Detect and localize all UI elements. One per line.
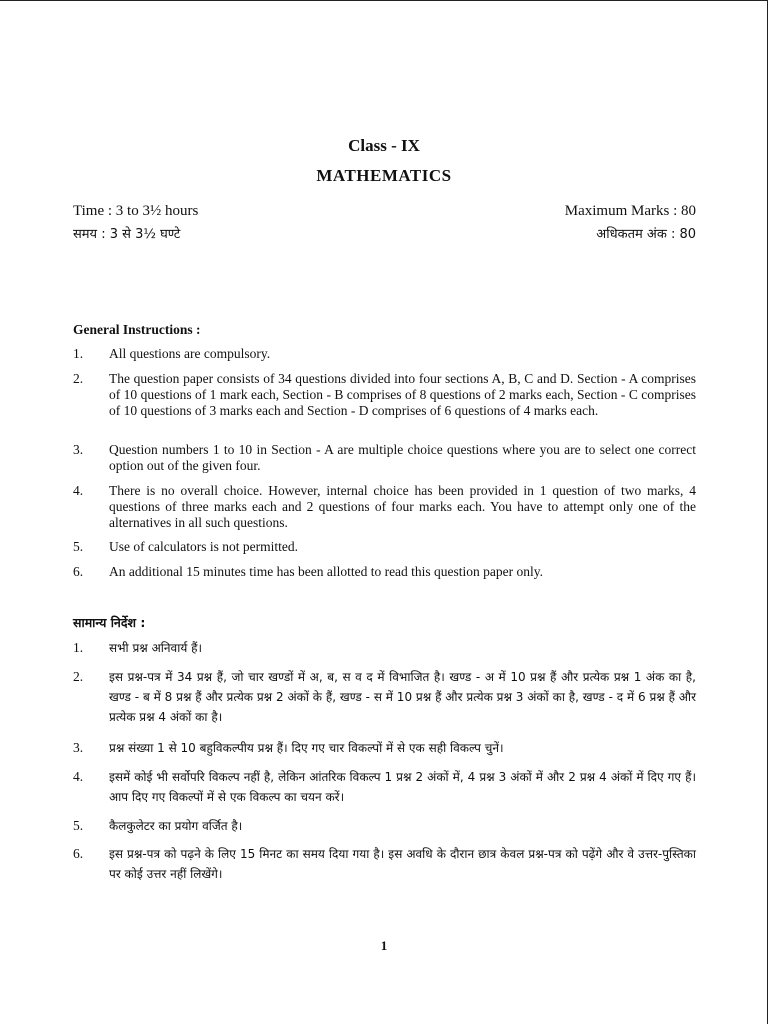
item-text: प्रश्न संख्या 1 से 10 बहुविकल्पीय प्रश्न हैं। दिए गए चार विकल्पों में से एक सही विकल्प चुनें।: [109, 741, 504, 755]
item-number: 5.: [73, 818, 84, 833]
item-number: 6.: [73, 846, 84, 861]
max-marks-en: Maximum Marks : 80: [564, 203, 696, 219]
time-marks-row-en: [73, 203, 696, 220]
item-text: कैलकुलेटर का प्रयोग वर्जित है।: [109, 819, 243, 833]
item-number: 4.: [73, 483, 84, 498]
item-number: 6.: [73, 564, 84, 579]
item-number: 5.: [73, 539, 84, 554]
general-instructions-heading: General Instructions :: [73, 322, 201, 337]
max-marks-hi: अधिकतम अंक : 80: [596, 227, 696, 242]
item-number: 2.: [73, 669, 84, 684]
item-text: इसमें कोई भी सर्वोपरि विकल्प नहीं है, लेकिन आंतरिक विकल्प 1 प्रश्न 2 अंकों में, 4 प्रश्न 3 अंकों में और 2 प्रश्न 4 अंकों में दिए गए हैं। आप दिए गए विकल्पों में से एक विकल्प का चयन करें।: [109, 770, 696, 804]
item-text: सभी प्रश्न अनिवार्य हैं।: [109, 641, 203, 655]
item-number: 2.: [73, 371, 84, 386]
general-instructions-heading-hi: सामान्य निर्देश :: [73, 615, 146, 630]
item-number: 3.: [73, 740, 84, 755]
item-number: 3.: [73, 442, 84, 457]
item-text: इस प्रश्न-पत्र में 34 प्रश्न हैं, जो चार खण्डों में अ, ब, स व द में विभाजित है। खण्ड - अ में 10 प्रश्न हैं और प्रत्येक प्रश्न 1 अंक का है, खण्ड - ब में 8 प्रश्न हैं और प्रत्येक प्रश्न 2 अंकों के हैं, खण्ड - स में 10 प्रश्न हैं और प्रत्येक प्रश्न 3 अंकों का है, खण्ड - द में 6 प्रश्न हैं और प्रत्येक प्रश्न 4 अंकों का है।: [109, 670, 696, 724]
item-text: An additional 15 minutes time has been allotted to read this question paper only.: [109, 564, 544, 579]
item-number: 1.: [73, 640, 84, 655]
time-label-hi: समय : 3 से 3½ घण्टे: [73, 227, 181, 242]
time-label-en: Time : 3 to 3½ hours: [73, 203, 199, 219]
item-text: All questions are compulsory.: [109, 346, 271, 361]
time-marks-row-hi: [73, 224, 696, 242]
item-text: The question paper consists of 34 questions divided into four sections A, B, C and D. Section - A comprises of 10 questions of 1 mark each, Section - B comprises of 8 questions of 2 marks each, Section - C comprises of 10 questions of 3 marks each and Section - D comprises of 6 questions of 4 marks each.: [109, 371, 696, 418]
subject-title: MATHEMATICS: [316, 166, 452, 185]
item-text: There is no overall choice. However, internal choice has been provided in 1 question of two marks, 4 questions of three marks each and 2 questions of four marks each. You have to attempt only one of the alternatives in all such questions.: [109, 483, 696, 530]
page-number: 1: [380, 938, 388, 953]
item-text: Question numbers 1 to 10 in Section - A are multiple choice questions where you are to select one correct option out of the given four.: [109, 442, 696, 473]
item-number: 1.: [73, 346, 84, 361]
item-text: Use of calculators is not permitted.: [109, 539, 298, 554]
item-text: इस प्रश्न-पत्र को पढ़ने के लिए 15 मिनट का समय दिया गया है। इस अवधि के दौरान छात्र केवल प्रश्न-पत्र को पढ़ेंगे और वे उत्तर-पुस्तिका पर कोई उत्तर नहीं लिखेंगे।: [109, 847, 696, 881]
item-number: 4.: [73, 769, 84, 784]
class-title: Class - IX: [348, 136, 420, 155]
